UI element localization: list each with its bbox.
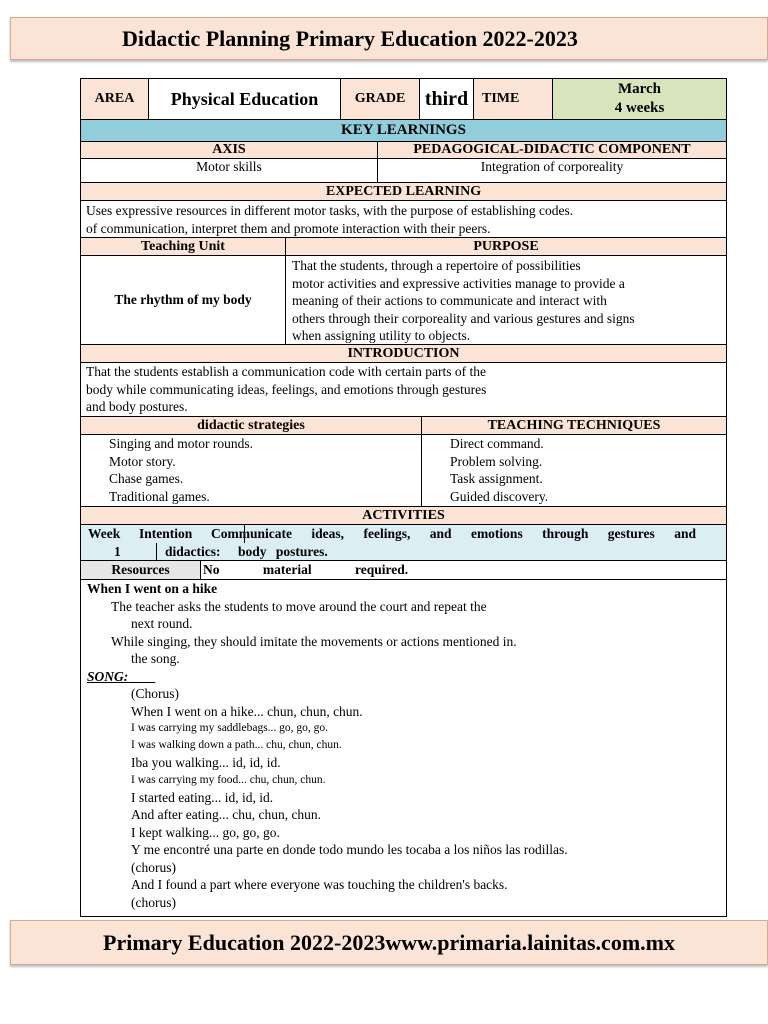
expected-line-2: of communication, interpret them and promote interaction with their peers. — [86, 220, 491, 236]
song-line: Y me encontré una parte en donde todo mundo les tocaba a los niños las rodillas. — [131, 842, 568, 857]
strategy-item: Motor story. — [109, 453, 176, 469]
footer-banner — [10, 920, 768, 965]
introduction-text — [81, 363, 726, 416]
strategy-item: Singing and motor rounds. — [109, 436, 253, 451]
axis-header-row — [81, 142, 726, 159]
hike-step-cont: next round. — [131, 616, 193, 631]
song-line: Iba you walking... id, id, id. — [131, 755, 281, 770]
area-value: Physical Education — [149, 79, 341, 119]
purpose-line: others through their corporeality and various gestures and signs — [292, 310, 635, 326]
strategy-item: Traditional games. — [109, 488, 210, 504]
activities-header — [81, 507, 726, 525]
axis-value-row — [81, 159, 726, 183]
grade-label: GRADE — [341, 79, 420, 119]
area-label: AREA — [81, 79, 149, 119]
technique-item: Direct command. — [450, 436, 544, 451]
song-line: And after eating... chu, chun, chun. — [131, 807, 322, 822]
intention-text-1: Communicate ideas, feelings, and emotions through gestures and — [211, 526, 696, 541]
song-line: I was walking down a path... chu, chun, chun. — [131, 739, 342, 751]
hike-activity — [81, 580, 726, 916]
strategies-header-row — [81, 417, 726, 435]
expected-header — [81, 183, 726, 201]
song-line: I started eating... id, id, id. — [131, 789, 274, 805]
hike-title: When I went on a hike — [87, 581, 218, 596]
techniques-label: TEACHING TECHNIQUES — [487, 418, 661, 433]
axis-value: Motor skills — [81, 159, 378, 182]
purpose-label: PURPOSE — [473, 239, 539, 254]
song-lyrics — [87, 685, 720, 911]
resources-label: Resources — [81, 561, 201, 579]
song-line: When I went on a hike... chun, chun, chun. — [131, 703, 363, 719]
song-line: I kept walking... go, go, go. — [131, 824, 280, 840]
expected-body — [81, 201, 726, 238]
axis-label: AXIS — [81, 142, 378, 158]
technique-item: Task assignment. — [450, 471, 543, 486]
time-label: TIME — [474, 79, 553, 119]
expected-title: EXPECTED LEARNING — [325, 184, 482, 199]
planning-table — [80, 78, 727, 917]
time-value — [553, 79, 726, 119]
strategy-item: Chase games. — [109, 471, 184, 486]
introduction-line: That the students establish a communication code with certain parts of the — [86, 364, 487, 379]
song-line: I was carrying my food... chu, chun, chun. — [131, 773, 326, 786]
techniques-list — [422, 435, 726, 506]
component-label: PEDAGOGICAL-DIDACTIC COMPONENT — [413, 142, 691, 157]
teaching-unit-label: Teaching Unit — [81, 238, 286, 255]
strategies-body-row — [81, 435, 726, 507]
activities-title: ACTIVITIES — [362, 508, 445, 523]
purpose-line: motor activities and expressive activities manage to provide a — [292, 275, 625, 291]
purpose-line: That the students, through a repertoire of possibilities — [292, 258, 581, 273]
introduction-header — [81, 345, 726, 363]
time-duration: 4 weeks — [614, 100, 665, 116]
week-number: 1 — [114, 544, 121, 559]
intention-label: Intention — [139, 526, 193, 541]
unit-name: The rhythm of my body — [81, 256, 286, 344]
song-line: I was carrying my saddlebags... go, go, go. — [131, 722, 329, 734]
song-line: And I found a part where everyone was touching the children's backs. — [131, 877, 508, 892]
week-intention-cell — [81, 525, 726, 560]
expected-text — [81, 201, 726, 237]
week-intention-row — [81, 525, 726, 561]
key-learnings-header — [81, 120, 726, 142]
grade-value: third — [420, 79, 474, 119]
intention-text-2: body postures. — [238, 544, 328, 559]
page-title: Didactic Planning Primary Education 2022-2023 — [122, 26, 578, 51]
hike-step: The teacher asks the students to move around the court and repeat the — [111, 598, 487, 614]
song-line: (Chorus) — [131, 686, 179, 701]
resources-row — [81, 561, 726, 580]
technique-item: Problem solving. — [450, 453, 543, 469]
component-value: Integration of corporeality — [480, 159, 624, 174]
introduction-line: and body postures. — [86, 399, 188, 414]
strategies-list — [81, 435, 422, 506]
hike-step: While singing, they should imitate the movements or actions mentioned in. — [111, 633, 517, 649]
week-label: Week — [88, 526, 121, 541]
purpose-text — [286, 256, 726, 344]
unit-body-row — [81, 256, 726, 345]
song-label: SONG: — [87, 668, 129, 684]
info-row — [81, 79, 726, 120]
divider — [156, 543, 157, 560]
technique-item: Guided discovery. — [450, 488, 549, 504]
time-month: March — [617, 81, 662, 97]
resources-value: No material required. — [203, 562, 409, 577]
song-line: (chorus) — [131, 859, 176, 875]
header-banner — [10, 17, 768, 60]
expected-line-1: Uses expressive resources in different motor tasks, with the purpose of establishing codes. — [86, 203, 574, 218]
didactics-label: didactics: — [165, 544, 221, 559]
purpose-line: meaning of their actions to communicate and interact with — [292, 293, 607, 308]
song-line: (chorus) — [131, 894, 176, 910]
introduction-body — [81, 363, 726, 417]
hike-content — [81, 580, 726, 916]
hike-step-cont: the song. — [131, 651, 180, 666]
key-learnings-title: KEY LEARNINGS — [341, 122, 466, 138]
introduction-title: INTRODUCTION — [347, 346, 460, 361]
unit-header-row — [81, 238, 726, 256]
strategies-label: didactic strategies — [81, 417, 422, 434]
introduction-line: body while communicating ideas, feelings, and emotions through gestures — [86, 381, 487, 397]
footer-text: Primary Education 2022-2023www.primaria.lainitas.com.mx — [103, 930, 675, 955]
purpose-line: when assigning utility to objects. — [292, 328, 471, 343]
